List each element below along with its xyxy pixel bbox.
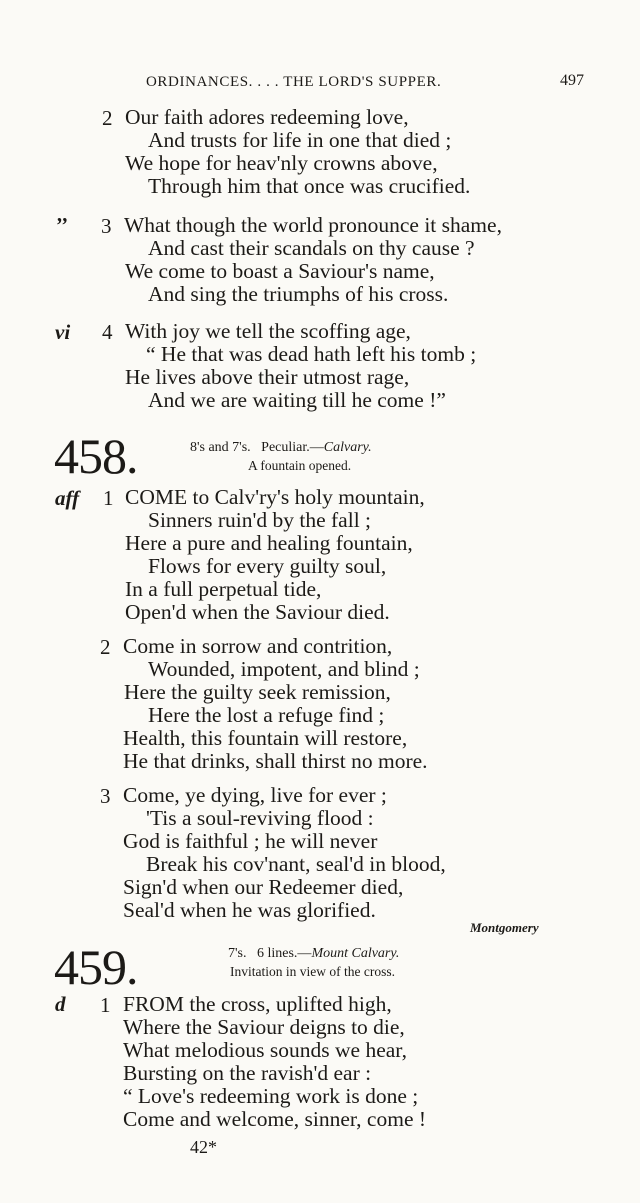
verse-line: And sing the triumphs of his cross.	[148, 282, 449, 306]
hymn-number: 459.	[54, 939, 138, 995]
verse-line: Where the Saviour deigns to die,	[123, 1015, 405, 1039]
tune-name: Calvary.	[323, 440, 372, 455]
verse-line: Break his cov'nant, seal'd in blood,	[146, 852, 446, 876]
verse-line: Our faith adores redeeming love,	[125, 105, 409, 129]
signature-mark: 42*	[190, 1137, 217, 1157]
hymn-meter	[190, 440, 372, 456]
verse-line: Here the lost a refuge find ;	[148, 703, 385, 727]
stanza-number: 2	[102, 106, 113, 130]
verse-line: “ He that was dead hath left his tomb ;	[146, 342, 477, 366]
verse-line: Come, ye dying, live for ever ;	[123, 783, 387, 807]
verse-line: Wounded, impotent, and blind ;	[148, 657, 420, 681]
verse-line: He lives above their utmost rage,	[125, 365, 410, 389]
dynamic-mark: d	[55, 992, 66, 1016]
verse-line: 'Tis a soul-reviving flood :	[146, 806, 374, 830]
verse-line: Open'd when the Saviour died.	[125, 600, 390, 624]
verse-line: What though the world pronounce it shame,	[124, 213, 502, 237]
stanza-number: 4	[102, 320, 113, 344]
verse-line: In a full perpetual tide,	[125, 577, 322, 601]
tune-prefix: Peculiar.—	[261, 440, 324, 455]
stanza-number: 1	[100, 993, 111, 1017]
stanza-number: 2	[100, 635, 111, 659]
verse-line: God is faithful ; he will never	[123, 829, 378, 853]
verse-line: He that drinks, shall thirst no more.	[123, 749, 428, 773]
tune-name: Mount Calvary.	[311, 946, 400, 961]
dynamic-mark: aff	[55, 486, 80, 510]
meter: 7's.	[228, 946, 247, 961]
verse-line: Here the guilty seek remission,	[124, 680, 391, 704]
hymn-subtitle: A fountain opened.	[248, 458, 352, 473]
running-header: ORDINANCES. . . . THE LORD'S SUPPER.	[146, 74, 442, 90]
hymn-author: Montgomery	[470, 920, 539, 935]
verse-line: We hope for heav'nly crowns above,	[125, 151, 438, 175]
verse-line: Come and welcome, sinner, come !	[123, 1107, 427, 1131]
verse-line: And we are waiting till he come !”	[148, 388, 446, 412]
page-number: 497	[560, 72, 584, 89]
hymn-number: 458.	[54, 428, 138, 484]
verse-line: Flows for every guilty soul,	[148, 554, 387, 578]
verse-line: Bursting on the ravish'd ear :	[123, 1061, 372, 1085]
verse-line: And cast their scandals on thy cause ?	[148, 236, 475, 260]
verse-line: We come to boast a Saviour's name,	[125, 259, 435, 283]
verse-line: With joy we tell the scoffing age,	[125, 319, 411, 343]
verse-line: “ Love's redeeming work is done ;	[123, 1084, 419, 1108]
hymn-meter	[228, 946, 399, 962]
verse-line: Here a pure and healing fountain,	[125, 531, 413, 555]
hymn-subtitle: Invitation in view of the cross.	[230, 964, 395, 979]
dynamic-mark: ’’	[55, 213, 68, 237]
verse-line: What melodious sounds we hear,	[123, 1038, 407, 1062]
verse-line: COME to Calv'ry's holy mountain,	[125, 485, 425, 509]
stanza-number: 3	[101, 214, 112, 238]
verse-line: Come in sorrow and contrition,	[123, 634, 393, 658]
verse-line: Seal'd when he was glorified.	[123, 898, 376, 922]
dynamic-mark: vi	[55, 320, 71, 344]
verse-line: Health, this fountain will restore,	[123, 726, 408, 750]
verse-line: Sign'd when our Redeemer died,	[123, 875, 404, 899]
meter: 8's and 7's.	[190, 440, 251, 455]
lines-note: 6 lines.—	[256, 946, 312, 961]
stanza-number: 1	[103, 486, 114, 510]
verse-line: Through him that once was crucified.	[148, 174, 471, 198]
stanza-number: 3	[100, 784, 111, 808]
verse-line: And trusts for life in one that died ;	[148, 128, 452, 152]
verse-line: Sinners ruin'd by the fall ;	[148, 508, 372, 532]
verse-line: FROM the cross, uplifted high,	[123, 992, 392, 1016]
